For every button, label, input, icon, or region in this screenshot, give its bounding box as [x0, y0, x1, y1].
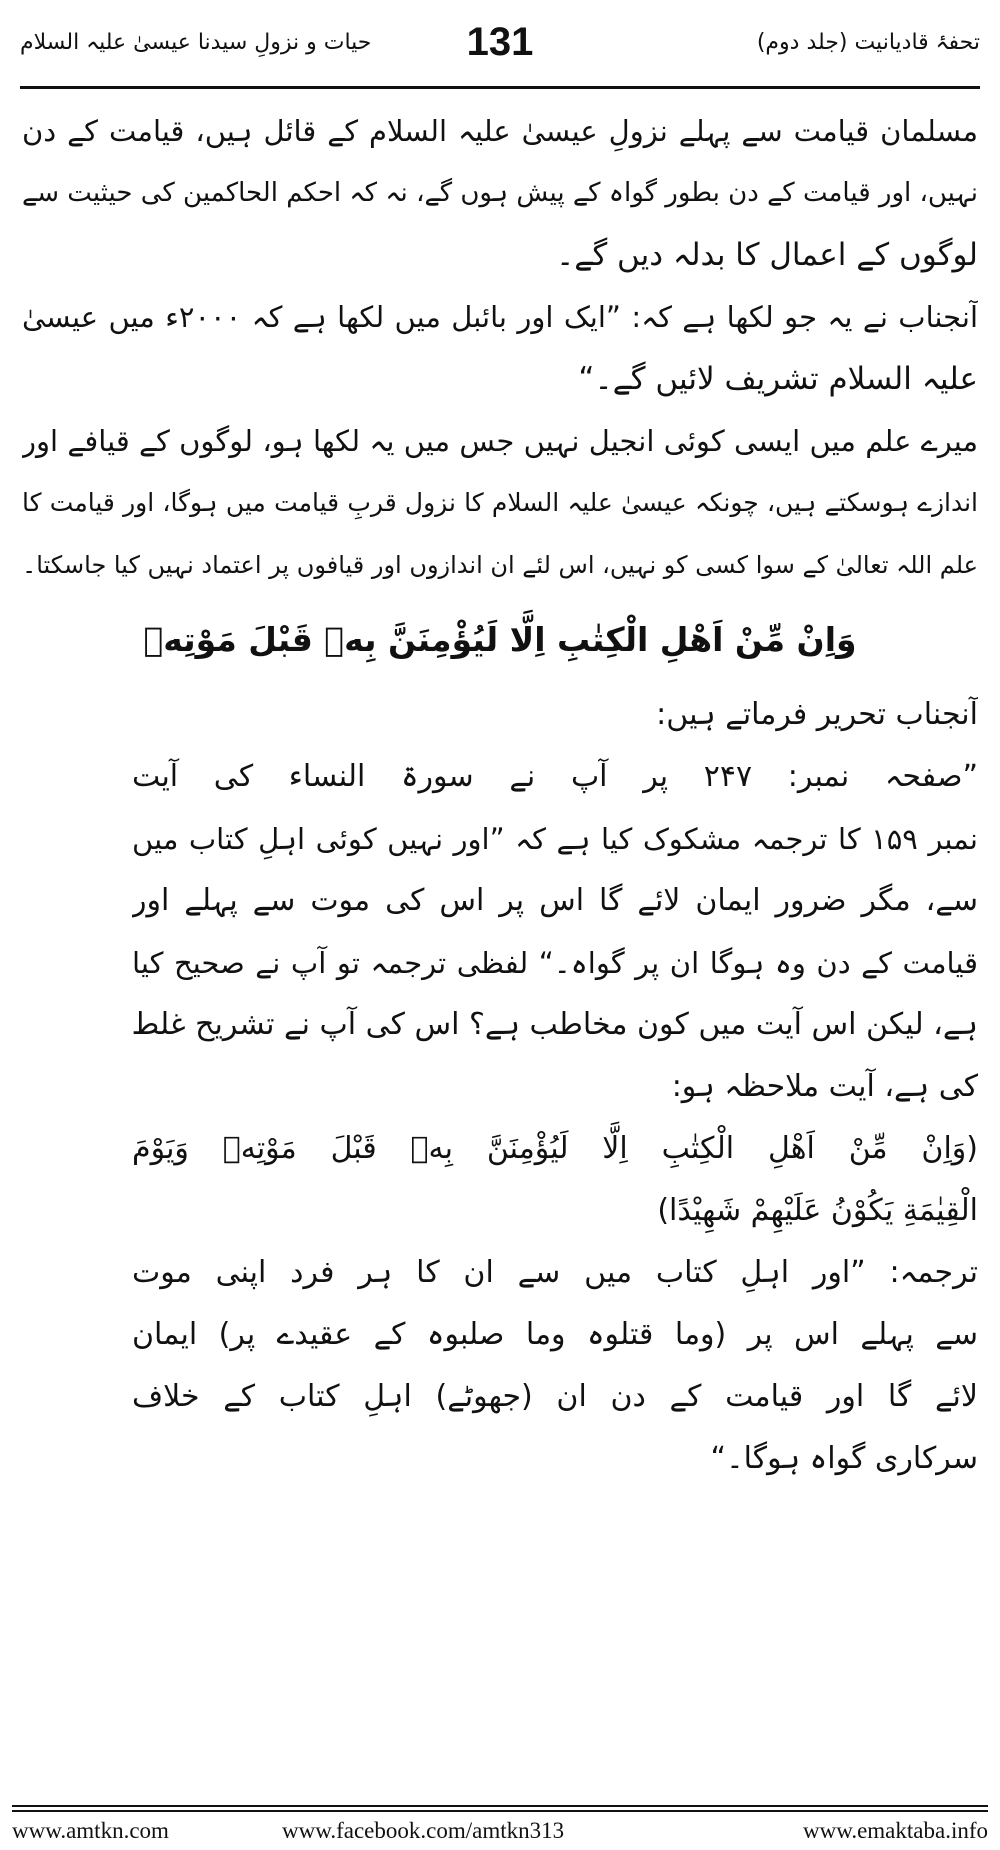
quote-ayah-line: (وَاِنْ مِّنْ اَهْلِ الْكِتٰبِ اِلَّا لَيُؤْمِنَنَّ بِهٖ قَبْلَ مَوْتِهٖ وَيَوْمَ	[132, 1131, 978, 1166]
page-header	[20, 20, 980, 84]
paragraph-line: میرے علم میں ایسی کوئی انجیل نہیں جس میں یہ لکھا ہو، لوگوں کے قیافے اور	[22, 424, 978, 458]
quote-line: سرکاری گواہ ہوگا۔“	[710, 1441, 978, 1476]
footer-link-facebook[interactable]: www.facebook.com/amtkn313	[282, 1818, 565, 1843]
quote-line: سے، مگر ضرور ایمان لائے گا اس پر اس کی موت سے پہلے اور	[132, 883, 978, 918]
page-body	[22, 100, 978, 1490]
page-number: 131	[466, 20, 534, 64]
book-title: تحفۂ قادیانیت (جلد دوم)	[756, 30, 980, 55]
quote-line: لائے گا اور قیامت کے دن ان (جھوٹے) اہلِ کتاب کے خلاف	[132, 1379, 978, 1414]
quote-line: ہے، لیکن اس آیت میں کون مخاطب ہے؟ اس کی آپ نے تشریح غلط	[132, 1007, 978, 1042]
paragraph-line: آنجناب نے یہ جو لکھا ہے کہ: ”ایک اور بائبل میں لکھا ہے کہ ۲۰۰۰ء میں عیسیٰ	[22, 300, 978, 334]
footer-link-amtkn[interactable]: www.amtkn.com	[12, 1818, 169, 1843]
ayah-heading: وَاِنْ مِّنْ اَهْلِ الْكِتٰبِ اِلَّا لَيُؤْمِنَنَّ بِهٖ قَبْلَ مَوْتِهٖ	[143, 620, 857, 659]
quote-line: کی ہے، آیت ملاحظہ ہو:	[671, 1069, 978, 1104]
section-title: حیات و نزولِ سیدنا عیسیٰ علیہ السلام	[20, 30, 372, 55]
quote-intro: آنجناب تحریر فرماتے ہیں:	[656, 697, 978, 732]
header-divider	[20, 86, 980, 89]
quoted-passage	[132, 684, 978, 1490]
quote-line: ”صفحہ نمبر: ۲۴۷ پر آپ نے سورۃ النساء کی آیت	[132, 759, 978, 794]
quote-line: قیامت کے دن وہ ہوگا ان پر گواہ۔“ لفظی ترجمہ تو آپ نے صحیح کیا	[132, 946, 978, 980]
quote-ayah-line: الْقِيٰمَةِ يَكُوْنُ عَلَيْهِمْ شَهِيْدًا)	[657, 1193, 978, 1228]
paragraph-line: علم اللہ تعالیٰ کے سوا کسی کو نہیں، اس لئے ان اندازوں اور قیافوں پر اعتماد نہیں کیا جاسکتا۔	[22, 551, 978, 579]
paragraph-line: مسلمان قیامت سے پہلے نزولِ عیسیٰ علیہ السلام کے قائل ہیں، قیامت کے دن	[22, 114, 978, 148]
paragraph-line: لوگوں کے اعمال کا بدلہ دیں گے۔	[556, 237, 978, 273]
quote-line: سے پہلے اس پر (وما قتلوہ وما صلبوہ کے عقیدے پر) ایمان	[132, 1317, 978, 1352]
paragraph-line: اندازے ہوسکتے ہیں، چونکہ عیسیٰ علیہ السلام کا نزول قربِ قیامت میں ہوگا، اور قیامت کا	[22, 488, 978, 517]
footer-divider	[12, 1805, 988, 1807]
quote-line: ترجمہ: ”اور اہلِ کتاب میں سے ان کا ہر فرد اپنی موت	[132, 1255, 978, 1290]
quote-line: نمبر ۱۵۹ کا ترجمہ مشکوک کیا ہے کہ ”اور نہیں کوئی اہلِ کتاب میں	[132, 822, 978, 856]
paragraph-line: نہیں، اور قیامت کے دن بطور گواہ کے پیش ہوں گے، نہ کہ احکم الحاکمین کی حیثیت سے	[22, 178, 978, 208]
page-footer	[12, 1814, 988, 1848]
footer-link-emaktaba[interactable]: www.emaktaba.info	[803, 1818, 988, 1843]
paragraph-line: علیہ السلام تشریف لائیں گے۔“	[578, 361, 978, 397]
footer-divider	[12, 1810, 988, 1812]
